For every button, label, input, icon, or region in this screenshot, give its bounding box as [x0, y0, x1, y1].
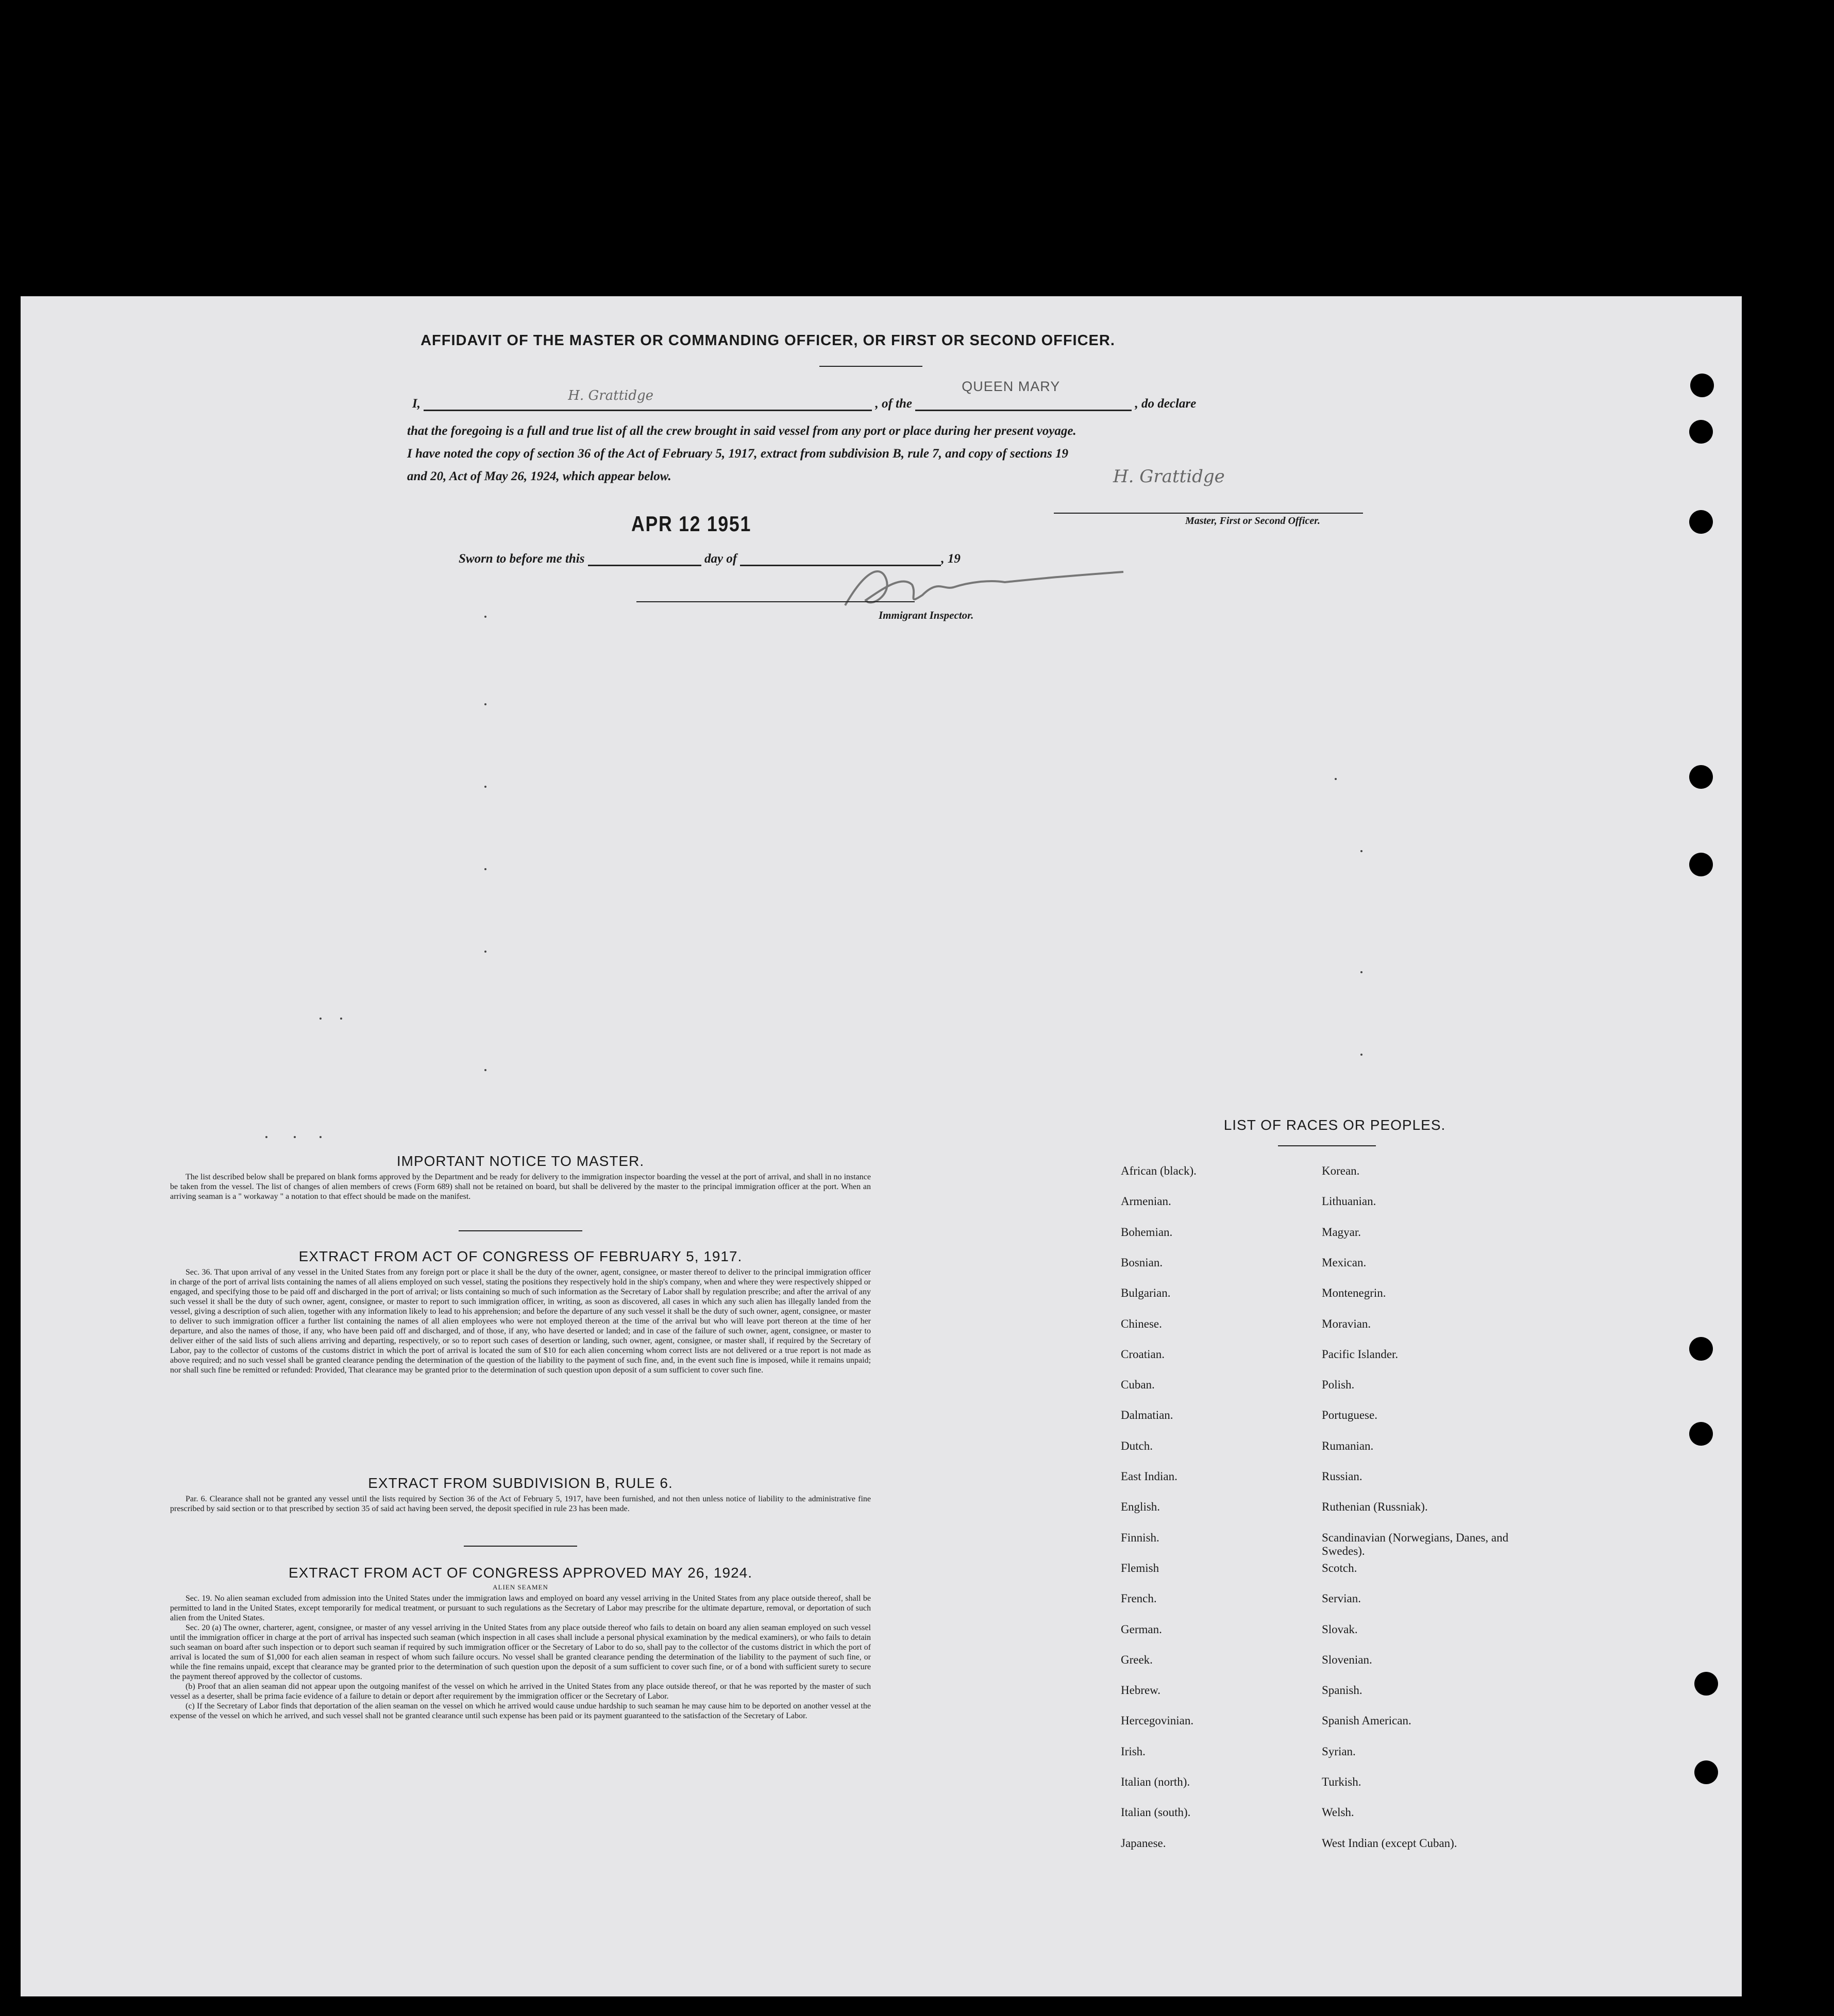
affidavit-line3: I have noted the copy of section 36 of the Act of February 5, 1917, extract from subdivision B, rule 7, and copy of sections 19 [407, 447, 1069, 461]
race-item: Portuguese. [1322, 1409, 1377, 1422]
i-label: I, [412, 397, 420, 411]
notice-title: IMPORTANT NOTICE TO MASTER. [396, 1153, 645, 1169]
extract-1924-title: EXTRACT FROM ACT OF CONGRESS APPROVED MAY 26, 1924. [288, 1565, 753, 1581]
section-20c-paragraph: (c) If the Secretary of Labor finds that deportation of the alien seaman on the vessel on which he arrived would cause undue hardship to such seaman he may cause him to be deported on another vessel at the expense of the vessel on which he arrived, and such vessel shall not be granted clearance until such expense has been paid or its payment guaranteed to the satisfaction of the Secretary of Labor. [170, 1702, 871, 1720]
race-item: Hercegovinian. [1121, 1714, 1194, 1727]
affidavit-line1 [412, 379, 1443, 411]
binder-hole [1689, 1337, 1713, 1361]
race-item: Korean. [1322, 1164, 1360, 1177]
race-item: German. [1121, 1622, 1162, 1636]
sworn-label: Sworn to before me this [459, 552, 585, 566]
master-name-handwriting: H. Grattidge [568, 388, 654, 403]
master-caption: Master, First or Second Officer. [1185, 515, 1320, 527]
extract-1917-title: EXTRACT FROM ACT OF CONGRESS OF FEBRUARY 5, 1917. [298, 1248, 743, 1264]
race-item: Italian (south). [1121, 1806, 1191, 1819]
extract-1924-body [170, 1594, 871, 1721]
vessel-name: QUEEN MARY [962, 379, 1061, 394]
binder-hole [1694, 1760, 1718, 1784]
notice-body [170, 1172, 871, 1201]
race-item: Cuban. [1121, 1378, 1155, 1392]
race-item: Turkish. [1322, 1775, 1361, 1788]
notice-paragraph: The list described below shall be prepared on blank forms approved by the Department and be ready for delivery to the immigration inspector boarding the vessel at the port of arrival, and shall in no instance be taken from the vessel. The list of changes of alien members of crews (Form 689) shall not be retained on board, but shall be delivered by the master to the principal immigration officer at the port. When an arriving seaman is a " workaway " a notation to that effect should be made on the manifest. [170, 1173, 871, 1201]
subdivision-title: EXTRACT FROM SUBDIVISION B, RULE 6. [368, 1475, 673, 1491]
inspector-caption: Immigrant Inspector. [879, 609, 974, 621]
extract-1917-body [170, 1267, 871, 1375]
race-item: Dalmatian. [1121, 1409, 1173, 1422]
race-item: Bohemian. [1121, 1225, 1173, 1239]
race-item: Dutch. [1121, 1439, 1153, 1452]
race-item: English. [1121, 1500, 1160, 1514]
day-of-label: day of [704, 552, 737, 566]
binder-hole [1689, 853, 1713, 876]
binder-hole [1689, 420, 1713, 444]
race-item: Greek. [1121, 1653, 1153, 1666]
race-item: Italian (north). [1121, 1775, 1190, 1788]
race-item: West Indian (except Cuban). [1322, 1836, 1457, 1850]
race-item: Montenegrin. [1322, 1286, 1386, 1300]
master-name-field [424, 388, 872, 411]
races-title: LIST OF RACES OR PEOPLES. [1223, 1117, 1446, 1133]
race-item: Servian. [1322, 1592, 1361, 1605]
race-item: French. [1121, 1592, 1157, 1605]
par-6-paragraph: Par. 6. Clearance shall not be granted any vessel until the lists required by Section 36 of the Act of February 5, 1917, have been furnished, and not then unless notice of liability to the administrative fine prescribed by said section or to that prescribed by section 35 of said act having been served, the deposit specified in rule 23 has been made. [170, 1495, 871, 1513]
vessel-name-field [915, 379, 1132, 411]
binder-hole [1689, 765, 1713, 789]
race-item: Welsh. [1322, 1806, 1354, 1819]
race-item: Finnish. [1121, 1531, 1159, 1544]
race-item: Ruthenian (Russniak). [1322, 1500, 1428, 1514]
affidavit-line2: that the foregoing is a full and true list of all the crew brought in said vessel from any port or place during her present voyage. [407, 424, 1076, 438]
binder-hole [1689, 1422, 1713, 1446]
race-item: Slovak. [1322, 1622, 1358, 1636]
binder-hole [1689, 510, 1713, 534]
race-item: Scandinavian (Norwegians, Danes, and Swedes). [1322, 1531, 1509, 1557]
master-signature: H. Grattidge [1113, 466, 1225, 487]
binder-hole [1694, 1672, 1718, 1696]
year-label: , 19 [941, 552, 961, 566]
race-item: Bosnian. [1121, 1256, 1163, 1269]
race-item: Lithuanian. [1322, 1195, 1376, 1208]
race-item: Armenian. [1121, 1195, 1171, 1208]
do-declare-label: , do declare [1135, 397, 1197, 411]
document-page [21, 296, 1742, 1996]
race-item: Magyar. [1322, 1225, 1361, 1239]
race-item: Russian. [1322, 1470, 1362, 1483]
date-stamp: APR 12 1951 [631, 512, 752, 536]
race-item: East Indian. [1121, 1470, 1177, 1483]
subdivision-body [170, 1494, 871, 1514]
race-item: Rumanian. [1322, 1439, 1374, 1452]
section-20b-paragraph: (b) Proof that an alien seaman did not appear upon the outgoing manifest of the vessel on which he arrived in the United States from any place outside thereof, or that he was reported by the master of such vessel as a deserter, shall be prima facie evidence of a failure to detain or deport after requirement by the immigration officer or the Secretary of Labor. [170, 1682, 871, 1701]
race-item: African (black). [1121, 1164, 1197, 1177]
race-item: Slovenian. [1322, 1653, 1372, 1666]
section-19-paragraph: Sec. 19. No alien seaman excluded from admission into the United States under the immigration laws and employed on board any vessel arriving in the United States from any place outside thereof, shall be permitted to land in the United States, except temporarily for medical treatment, or pursuant to such regulations as the Secretary of Labor may prescribe for the ultimate departure, removal, or deportation of such alien from the United States. [170, 1594, 871, 1622]
race-item: Moravian. [1322, 1317, 1371, 1330]
race-item: Syrian. [1322, 1744, 1356, 1758]
race-item: Japanese. [1121, 1836, 1166, 1850]
race-item: Scotch. [1322, 1561, 1357, 1574]
affidavit-line4: and 20, Act of May 26, 1924, which appear below. [407, 469, 671, 483]
race-item: Spanish American. [1322, 1714, 1411, 1727]
race-item: Pacific Islander. [1322, 1347, 1399, 1361]
section-36-paragraph: Sec. 36. That upon arrival of any vessel in the United States from any foreign port or place it shall be the duty of the owner, agent, consignee, or master thereof to deliver to the principal immigration officer in charge of the port of arrival lists containing the names of all aliens employed on such vessel, stating the positions they respectively hold in the ship's company, when and where they were respectively shipped or engaged, and specifying those to be paid off and discharged in the port of arrival; or lists containing so much of such information as the Secretary of Labor shall by regulation prescribe; and after the arrival of any such vessel it shall be the duty of such owner, agent, consignee, or master to report to such immigration officer, in writing, as soon as discovered, all cases in which any such alien has illegally landed from the vessel, giving a description of such alien, together with any information likely to lead to his apprehension; and before the departure of any such vessel it shall be the duty of such owner, agent, consignee, or master to deliver to such immigration officer a further list containing the names of all alien employees who were not employed thereon at the time of the arrival but who will leave port thereon at the time of her departure, and also the names of those, if any, who have been paid off and discharged, and of those, if any, who have deserted or landed; and in case of the failure of such owner, agent, consignee, or master to deliver either of the said lists of such aliens arriving and departing, respectively, or so to report such cases of desertion or landing, such owner, agent, consignee, or master shall, if required by the Secretary of Labor, pay to the collector of customs of the customs district in which the port of arrival is located the sum of $10 for each alien concerning whom correct lists are not delivered or a true report is not made as above required; and no such vessel shall be granted clearance pending the determination of the question of the liability to the payment of such fine, and, in the event such fine is imposed, while it remains unpaid; nor shall such fine be remitted or refunded: Provided, That clearance may be granted prior to the determination of such question upon deposit of a sum sufficient to cover such fine. [170, 1268, 871, 1375]
race-item: Croatian. [1121, 1347, 1165, 1361]
race-item: Flemish [1121, 1561, 1159, 1574]
race-item: Bulgarian. [1121, 1286, 1171, 1300]
race-item: Spanish. [1322, 1684, 1362, 1697]
affidavit-title: AFFIDAVIT OF THE MASTER OR COMMANDING OFFICER, OR FIRST OR SECOND OFFICER. [420, 332, 1115, 349]
affidavit-body [407, 420, 1412, 488]
race-item: Irish. [1121, 1744, 1146, 1758]
of-the-label: , of the [875, 397, 913, 411]
race-item: Chinese. [1121, 1317, 1162, 1330]
binder-hole [1690, 374, 1714, 397]
alien-seamen-subtitle: ALIEN SEAMEN [493, 1583, 548, 1591]
race-item: Mexican. [1322, 1256, 1367, 1269]
race-item: Hebrew. [1121, 1684, 1161, 1697]
race-item: Polish. [1322, 1378, 1355, 1392]
section-20a-paragraph: Sec. 20 (a) The owner, charterer, agent, consignee, or master of any vessel arriving in the United States from any place outside thereof who fails to detain on board any alien seaman employed on such vessel until the immigration officer in charge at the port of arrival has inspected such seaman (which inspection in all cases shall include a personal physical examination by the medical examiners), or who fails to detain such seaman on board after such inspection or to deport such seaman if required by such immigration officer or the Secretary of Labor to do so, shall pay to the collector of the customs district in which the port of arrival is located the sum of $1,000 for each alien seaman in respect of whom such failure occurs. No vessel shall be granted clearance pending the determination of the liability to the payment of such fine, or while the fine remains unpaid, except that clearance may be granted prior to the determination of such question upon the deposit of a sum sufficient to cover such fine, or of a bond with sufficient surety to secure the payment thereof approved by the collector of customs. [170, 1623, 871, 1681]
